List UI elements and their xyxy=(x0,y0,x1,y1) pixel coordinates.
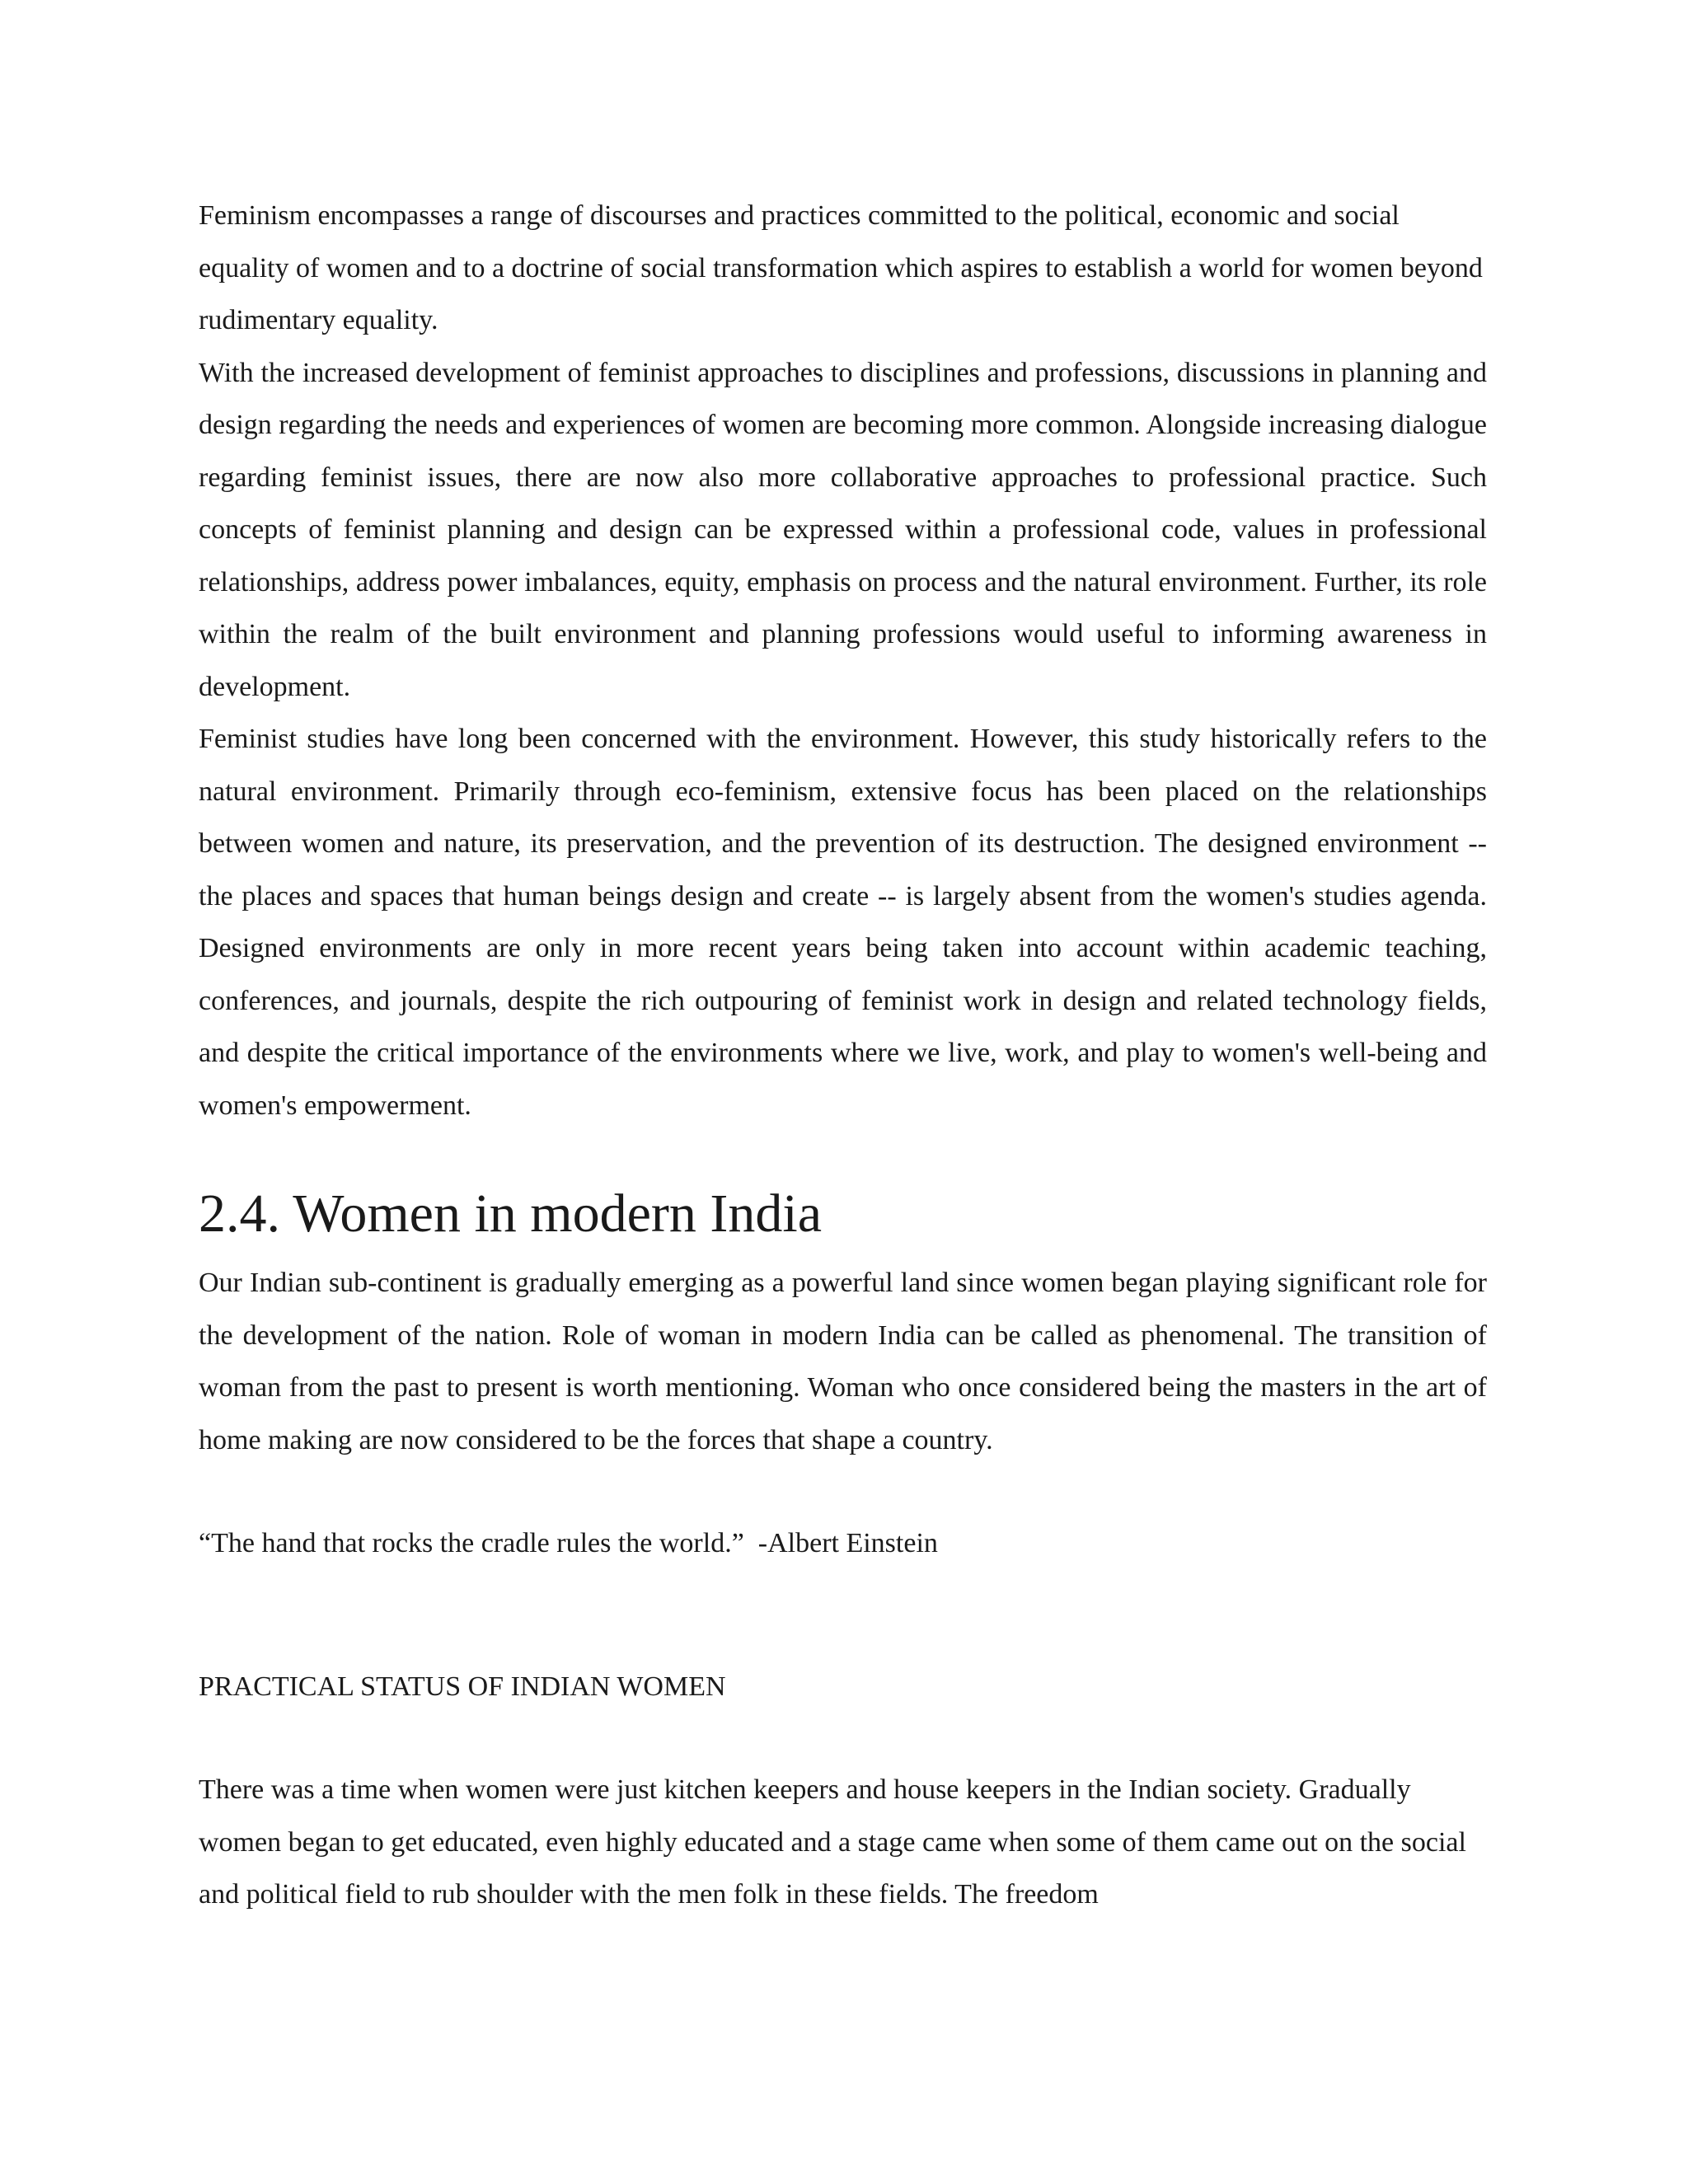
paragraph-feminism-definition: Feminism encompasses a range of discourses and practices committed to the political, economic and social equality of women and to a doctrine of social transformation which aspires to establish a world for women beyond rudimentary equality. xyxy=(199,200,1483,335)
paragraph-feminist-planning: With the increased development of feminist approaches to disciplines and professions, discussions in planning and design regarding the needs and experiences of women are becoming more common. Alongside increasing dialogue regarding feminist issues, there are now also more collaborative approaches to professional practice. Such concepts of feminist planning and design can be expressed within a professional code, values in professional relationships, address power imbalances, equity, emphasis on process and the natural environment. Further, its role within the realm of the built environment and planning professions would useful to informing awareness in development. xyxy=(199,357,1487,702)
paragraph-practical-status: There was a time when women were just kitchen keepers and house keepers in the Indian society. Gradually women began to get educated, even highly educated and a stage came when some of them came out on the social and political field to rub shoulder with the men folk in these fields. The freedom xyxy=(199,1774,1466,1910)
document-page xyxy=(199,190,1487,1921)
quote-line: “The hand that rocks the cradle rules the world.” -Albert Einstein xyxy=(199,1528,938,1558)
section-heading: 2.4. Women in modern India xyxy=(199,1183,823,1244)
paragraph-feminist-environment: Feminist studies have long been concerned with the environment. However, this study historically refers to the natural environment. Primarily through eco-feminism, extensive focus has been placed on the relationships between women and nature, its preservation, and the prevention of its destruction. The designed environment -- the places and spaces that human beings design and create -- is largely absent from the women's studies agenda. Designed environments are only in more recent years being taken into account within academic teaching, conferences, and journals, despite the rich outpouring of feminist work in design and related technology fields, and despite the critical importance of the environments where we live, work, and play to women's well-being and women's empowerment. xyxy=(199,724,1487,1121)
subheading-practical-status: PRACTICAL STATUS OF INDIAN WOMEN xyxy=(199,1671,726,1702)
paragraph-modern-india-intro: Our Indian sub-continent is gradually emerging as a powerful land since women began playing significant role for the development of the nation. Role of woman in modern India can be called as phenomenal. The transition of woman from the past to present is worth mentioning. Woman who once considered being the masters in the art of home making are now considered to be the forces that shape a country. xyxy=(199,1268,1487,1455)
